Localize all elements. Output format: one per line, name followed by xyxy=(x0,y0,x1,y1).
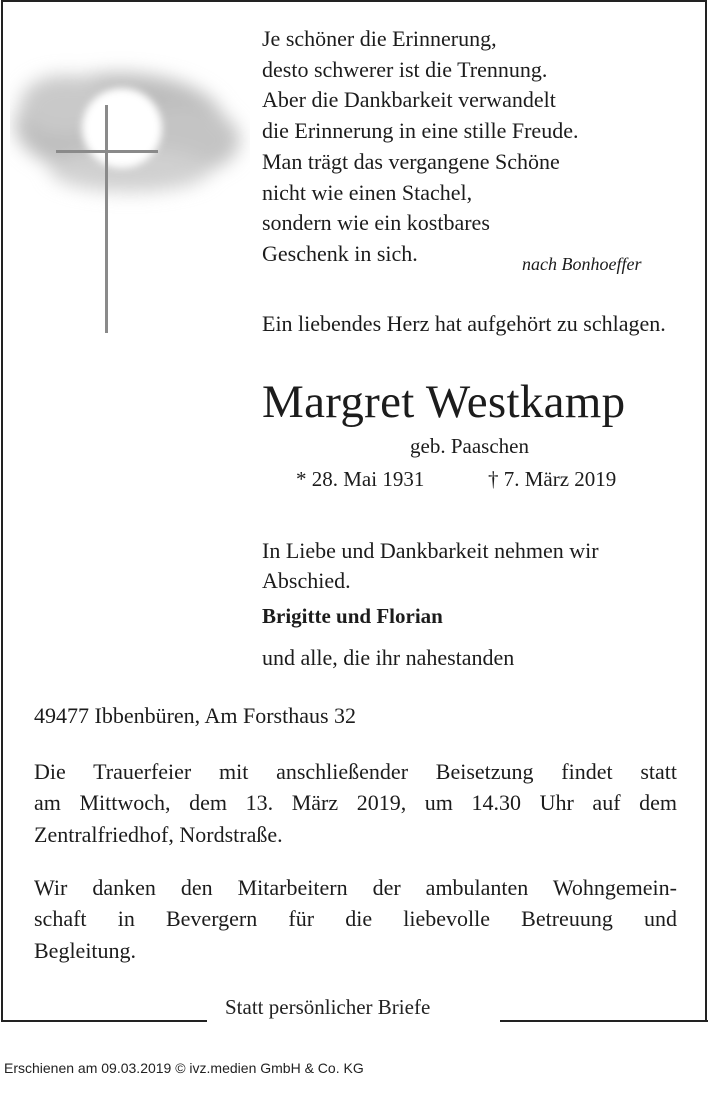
publication-line: Erschienen am 09.03.2019 © ivz.medien GmbH & Co. KG xyxy=(4,1060,364,1076)
thanks-line: Begleitung. xyxy=(34,937,137,963)
address: 49477 Ibbenbüren, Am Forsthaus 32 xyxy=(34,703,357,728)
intro-text: Ein liebendes Herz hat aufgehört zu schlagen. xyxy=(262,311,666,336)
deceased-name: Margret Westkamp xyxy=(262,376,626,428)
sun-cloud-image xyxy=(10,30,250,350)
ceremony-info xyxy=(34,756,677,850)
poem xyxy=(262,24,578,270)
frame-bottom-line-left xyxy=(1,1020,207,1022)
thanks-line: Wir danken den Mitarbeitern der ambulanten Wohngemein- xyxy=(34,875,677,900)
thanks-line: schaft in Bevergern für die liebevolle Betreuung und xyxy=(34,906,677,932)
thanks-text xyxy=(34,872,677,966)
poem-line: die Erinnerung in eine stille Freude. xyxy=(262,118,579,144)
ceremony-line: Die Trauerfeier mit anschließender Beisetzung findet statt xyxy=(34,759,677,784)
ceremony-line: Zentralfriedhof, Nordstraße. xyxy=(34,821,283,847)
other-mourners: und alle, die ihr nahestanden xyxy=(262,645,515,670)
mourner-names: Brigitte und Florian xyxy=(262,604,443,628)
poem-line: nicht wie einen Stachel, xyxy=(262,179,473,205)
birth-date: * 28. Mai 1931 xyxy=(296,467,425,491)
poem-line: sondern wie ein kostbares xyxy=(262,210,490,236)
ceremony-line: am Mittwoch, dem 13. März 2019, um 14.30 Uhr auf dem xyxy=(34,790,677,816)
maiden-name: geb. Paaschen xyxy=(410,434,529,458)
death-date: † 7. März 2019 xyxy=(488,467,617,491)
poem-line: Je schöner die Erinnerung, xyxy=(262,26,497,51)
poem-line: Man trägt das vergangene Schöne xyxy=(262,148,560,174)
poem-line: Aber die Dankbarkeit verwandelt xyxy=(262,87,556,113)
poem-attribution: nach Bonhoeffer xyxy=(522,254,642,274)
poem-line: Geschenk in sich. xyxy=(262,240,418,266)
farewell-text: In Liebe und Dankbarkeit nehmen wir Abschied. xyxy=(262,538,599,593)
poem-line: desto schwerer ist die Trennung. xyxy=(262,56,548,82)
footer-note: Statt persönlicher Briefe xyxy=(225,995,431,1019)
frame-bottom-line-right xyxy=(500,1020,708,1022)
